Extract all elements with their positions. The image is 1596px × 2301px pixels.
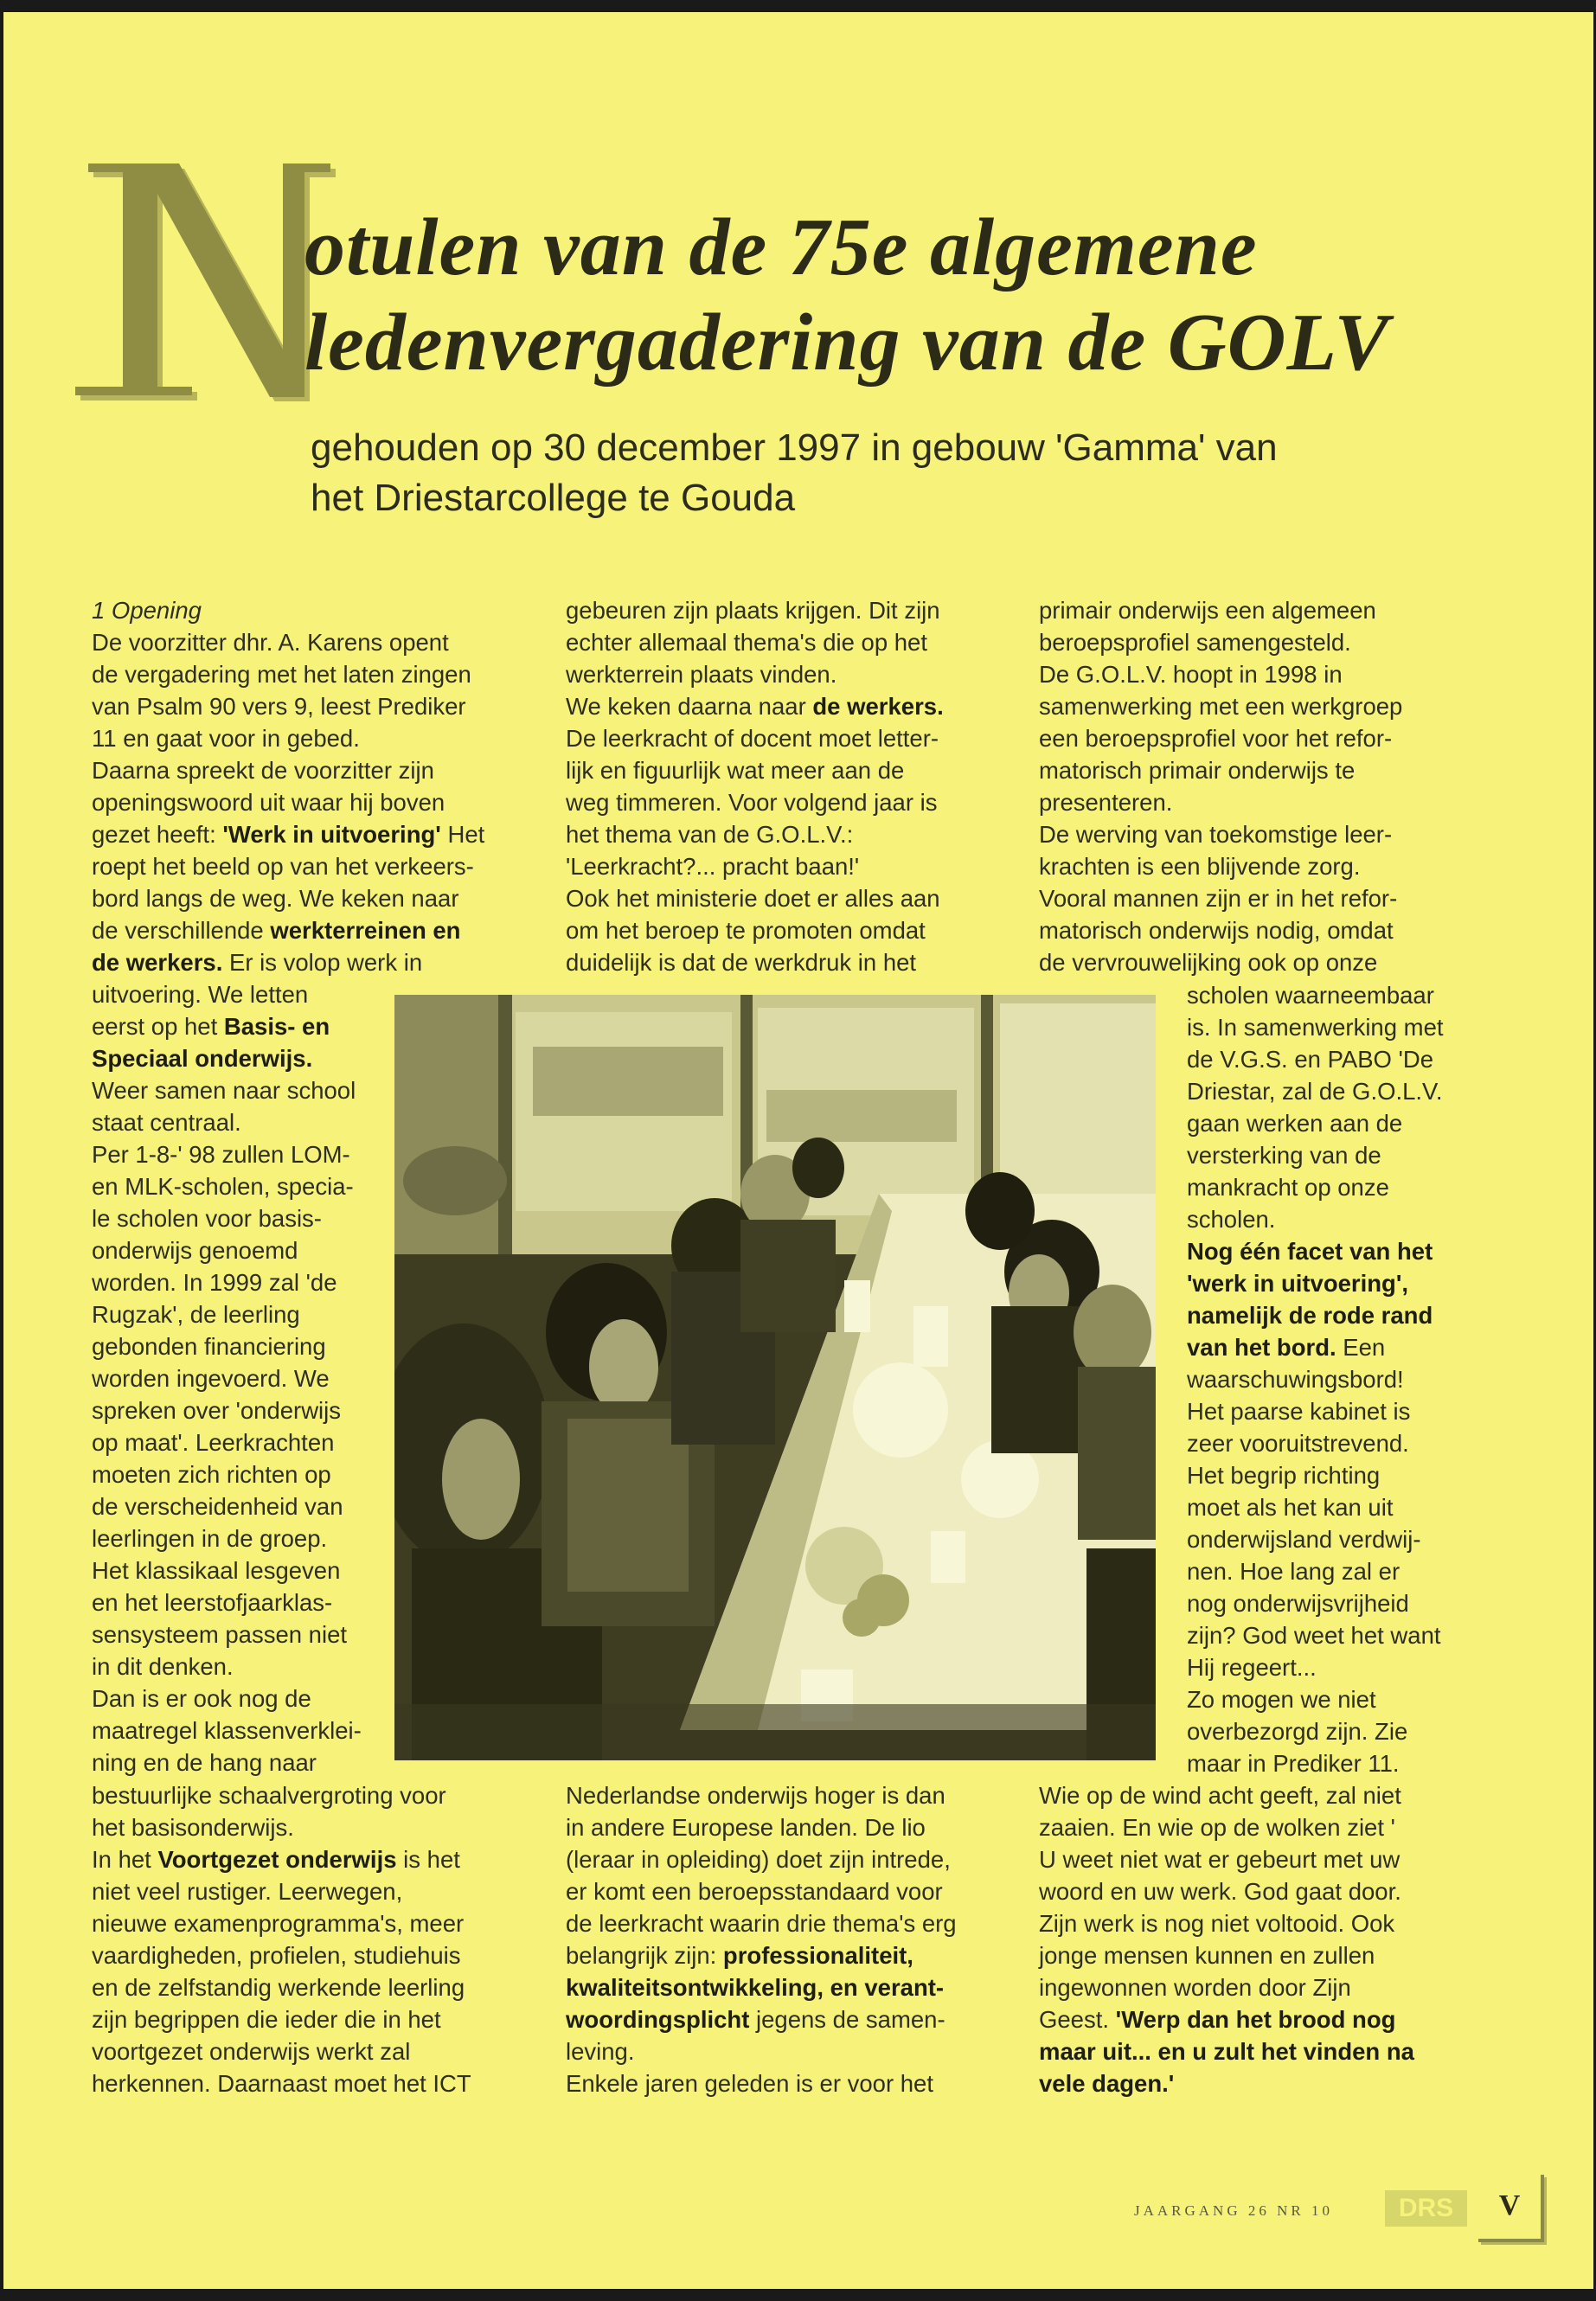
text-run: de verschillende xyxy=(92,917,271,944)
text-line: is. In samenwerking met xyxy=(1187,1014,1444,1041)
text-run: In het xyxy=(92,1846,158,1873)
text-line: worden ingevoerd. We xyxy=(92,1365,330,1392)
text-line: spreken over 'onderwijs xyxy=(92,1397,342,1424)
text-line: sensysteem passen niet xyxy=(92,1621,348,1648)
text-line: krachten is een blijvende zorg. xyxy=(1039,853,1361,880)
text-line: Daarna spreekt de voorzitter zijn xyxy=(92,757,434,784)
column-2-bottom xyxy=(566,1779,957,2099)
text-line: moet als het kan uit xyxy=(1187,1494,1394,1521)
text-run: Geest. xyxy=(1039,2006,1116,2033)
text-line: matorisch primair onderwijs te xyxy=(1039,757,1356,784)
text-line: zeer vooruitstrevend. xyxy=(1187,1430,1409,1457)
emphasis-vele-dagen: vele dagen.' xyxy=(1039,2070,1175,2097)
text-line: Hij regeert... xyxy=(1187,1654,1317,1681)
emphasis-werk-in-uitvoering-2: 'werk in uitvoering', xyxy=(1187,1270,1409,1297)
text-line: de vervrouwelijking ook op onze xyxy=(1039,949,1378,976)
page-footer xyxy=(1134,2182,1584,2242)
text-line: De G.O.L.V. hoopt in 1998 in xyxy=(1039,661,1343,688)
text-line: Zo mogen we niet xyxy=(1187,1686,1376,1713)
text-line: leerlingen in de groep. xyxy=(92,1525,328,1552)
text-line: primair onderwijs een algemeen xyxy=(1039,597,1376,624)
text-line: Dan is er ook nog de xyxy=(92,1685,311,1712)
text-line: de V.G.S. en PABO 'De xyxy=(1187,1046,1433,1073)
text-line: het thema van de G.O.L.V.: xyxy=(566,821,854,848)
text-line: Ook het ministerie doet er alles aan xyxy=(566,885,940,912)
text-line: een beroepsprofiel voor het refor- xyxy=(1039,725,1393,752)
emphasis-kwaliteitsontwikkeling: kwaliteitsontwikkeling, en verant- xyxy=(566,1974,945,2001)
column-1-bottom xyxy=(92,1779,471,2099)
subtitle-line-1: gehouden op 30 december 1997 in gebouw 'Gamma' van xyxy=(311,426,1278,469)
text-line xyxy=(92,1843,471,1875)
text-line: gebonden financiering xyxy=(92,1333,326,1360)
text-line: roept het beeld op van het verkeers- xyxy=(92,853,474,880)
column-2-top xyxy=(566,594,944,978)
text-line: bord langs de weg. We keken naar xyxy=(92,885,459,912)
text-line: van Psalm 90 vers 9, leest Prediker xyxy=(92,693,466,720)
text-line: en de zelfstandig werkende leerling xyxy=(92,1974,465,2001)
text-line: waarschuwingsbord! xyxy=(1187,1366,1404,1393)
emphasis-rode-rand: namelijk de rode rand xyxy=(1187,1302,1433,1329)
text-line: maatregel klassenverklei- xyxy=(92,1717,362,1744)
text-line: niet veel rustiger. Leerwegen, xyxy=(92,1878,403,1905)
text-line: U weet niet wat er gebeurt met uw xyxy=(1039,1846,1401,1873)
text-line: de leerkracht waarin drie thema's erg xyxy=(566,1910,957,1937)
text-line: Het klassikaal lesgeven xyxy=(92,1557,341,1584)
emphasis-speciaal-onderwijs: Speciaal onderwijs. xyxy=(92,1045,313,1072)
subtitle-line-2: het Driestarcollege te Gouda xyxy=(311,477,796,519)
text-line: nieuwe examenprogramma's, meer xyxy=(92,1910,465,1937)
text-line: samenwerking met een werkgroep xyxy=(1039,693,1403,720)
text-line: om het beroep te promoten omdat xyxy=(566,917,926,944)
text-line: Zijn werk is nog niet voltooid. Ook xyxy=(1039,1910,1395,1937)
text-line: het basisonderwijs. xyxy=(92,1814,294,1841)
text-line: uitvoering. We letten xyxy=(92,981,309,1008)
text-line: en het leerstofjaarklas- xyxy=(92,1589,333,1616)
column-3-top xyxy=(1039,594,1402,978)
text-line: en MLK-scholen, specia- xyxy=(92,1173,354,1200)
text-line: ning en de hang naar xyxy=(92,1749,317,1776)
text-line: echter allemaal thema's die op het xyxy=(566,629,927,656)
text-line: jonge mensen kunnen en zullen xyxy=(1039,1942,1375,1969)
text-line: 'Leerkracht?... pracht baan!' xyxy=(566,853,860,880)
text-line xyxy=(566,2003,957,2035)
text-line: De voorzitter dhr. A. Karens opent xyxy=(92,629,449,656)
text-line: lijk en figuurlijk wat meer aan de xyxy=(566,757,905,784)
text-line: worden. In 1999 zal 'de xyxy=(92,1269,337,1296)
text-line: De werving van toekomstige leer- xyxy=(1039,821,1393,848)
text-line: in dit denken. xyxy=(92,1653,234,1680)
emphasis-facet: Nog één facet van het xyxy=(1187,1238,1433,1265)
text-line: woord en uw werk. God gaat door. xyxy=(1039,1878,1401,1905)
emphasis-basis: Basis- en xyxy=(223,1013,330,1040)
emphasis-de-werkers: de werkers. xyxy=(812,693,944,720)
text-line: versterking van de xyxy=(1187,1142,1381,1169)
emphasis-woordingsplicht: woordingsplicht xyxy=(566,2006,750,2033)
subtitle xyxy=(311,423,1435,523)
text-line xyxy=(1187,1331,1444,1363)
text-line xyxy=(92,946,484,978)
text-line: moeten zich richten op xyxy=(92,1461,331,1488)
column-3-middle xyxy=(1187,979,1444,1779)
text-line xyxy=(566,690,944,722)
emphasis-professionaliteit: professionaliteit, xyxy=(722,1942,913,1969)
text-line: bestuurlijke schaalvergroting voor xyxy=(92,1782,446,1809)
text-line: herkennen. Daarnaast moet het ICT xyxy=(92,2070,471,2097)
emphasis-maar-uit: maar uit... en u zult het vinden na xyxy=(1039,2038,1414,2065)
text-line xyxy=(92,914,484,946)
text-line: Enkele jaren geleden is er voor het xyxy=(566,2070,933,2097)
text-run: Er is volop werk in xyxy=(222,949,423,976)
emphasis-van-het-bord: van het bord. xyxy=(1187,1334,1336,1361)
text-line: werkterrein plaats vinden. xyxy=(566,661,837,688)
text-line: er komt een beroepsstandaard voor xyxy=(566,1878,943,1905)
text-line: scholen. xyxy=(1187,1206,1276,1233)
text-run: We keken daarna naar xyxy=(566,693,813,720)
text-line: presenteren. xyxy=(1039,789,1173,816)
text-line: gebeuren zijn plaats krijgen. Dit zijn xyxy=(566,597,940,624)
emphasis-werp-dan: 'Werp dan het brood nog xyxy=(1115,2006,1396,2033)
text-line xyxy=(566,1939,957,1971)
text-line: gaan werken aan de xyxy=(1187,1110,1403,1137)
text-line xyxy=(1039,2003,1414,2035)
text-run: gezet heeft: xyxy=(92,821,223,848)
title-line-1: otulen van de 75e algemene xyxy=(304,202,1258,292)
text-line: zijn begrippen die ieder die in het xyxy=(92,2006,441,2033)
text-line: de vergadering met het laten zingen xyxy=(92,661,471,688)
text-line: zaaien. En wie op de wolken ziet ' xyxy=(1039,1814,1395,1841)
text-line: 11 en gaat voor in gebed. xyxy=(92,725,360,752)
text-line: mankracht op onze xyxy=(1187,1174,1389,1201)
text-line: vaardigheden, profielen, studiehuis xyxy=(92,1942,461,1969)
text-line: leving. xyxy=(566,2038,635,2065)
emphasis-werk-in-uitvoering: 'Werk in uitvoering' xyxy=(222,821,441,848)
magazine-logo: DRS xyxy=(1385,2190,1467,2227)
text-line: op maat'. Leerkrachten xyxy=(92,1429,335,1456)
text-line: Driestar, zal de G.O.L.V. xyxy=(1187,1078,1443,1105)
text-line: openingswoord uit waar hij boven xyxy=(92,789,445,816)
text-line: in andere Europese landen. De lio xyxy=(566,1814,926,1841)
text-line: de verscheidenheid van xyxy=(92,1493,343,1520)
text-line: Per 1-8-' 98 zullen LOM- xyxy=(92,1141,350,1168)
text-run: eerst op het xyxy=(92,1013,224,1040)
text-line: scholen waarneembaar xyxy=(1187,982,1434,1009)
text-line: Het paarse kabinet is xyxy=(1187,1398,1411,1425)
text-line: Wie op de wind acht geeft, zal niet xyxy=(1039,1782,1401,1809)
text-line: Het begrip richting xyxy=(1187,1462,1381,1489)
text-line: maar in Prediker 11. xyxy=(1187,1750,1400,1777)
text-line xyxy=(92,818,484,850)
text-line: Weer samen naar school xyxy=(92,1077,356,1104)
text-line: beroepsprofiel samengesteld. xyxy=(1039,629,1351,656)
text-line: le scholen voor basis- xyxy=(92,1205,322,1232)
text-run: Het xyxy=(440,821,485,848)
text-line: Vooral mannen zijn er in het refor- xyxy=(1039,885,1398,912)
text-line: ingewonnen worden door Zijn xyxy=(1039,1974,1351,2001)
emphasis-de-werkers: de werkers. xyxy=(92,949,223,976)
text-line: overbezorgd zijn. Zie xyxy=(1187,1718,1408,1745)
text-run: is het xyxy=(396,1846,460,1873)
text-line: onderwijsland verdwij- xyxy=(1187,1526,1421,1553)
text-line: duidelijk is dat de werkdruk in het xyxy=(566,949,917,976)
magazine-page xyxy=(3,12,1593,2289)
text-line: (leraar in opleiding) doet zijn intrede, xyxy=(566,1846,951,1873)
text-line: nog onderwijsvrijheid xyxy=(1187,1590,1409,1617)
text-line: nen. Hoe lang zal er xyxy=(1187,1558,1401,1585)
text-line: De leerkracht of docent moet letter- xyxy=(566,725,939,752)
page-number: V xyxy=(1478,2175,1544,2242)
text-line: zijn? God weet het want xyxy=(1187,1622,1441,1649)
text-line: onderwijs genoemd xyxy=(92,1237,298,1264)
emphasis-voortgezet-onderwijs: Voortgezet onderwijs xyxy=(157,1846,397,1873)
issue-info: JAARGANG 26 NR 10 xyxy=(1134,2202,1333,2219)
section-heading-opening: 1 Opening xyxy=(92,597,202,624)
meeting-photo xyxy=(394,995,1156,1760)
text-line: matorisch onderwijs nodig, omdat xyxy=(1039,917,1394,944)
text-line: Nederlandse onderwijs hoger is dan xyxy=(566,1782,945,1809)
emphasis-werkterreinen: werkterreinen en xyxy=(270,917,461,944)
text-line: weg timmeren. Voor volgend jaar is xyxy=(566,789,938,816)
title-line-2: ledenvergadering van de GOLV xyxy=(304,298,1390,388)
text-line: voortgezet onderwijs werkt zal xyxy=(92,2038,411,2065)
text-run: belangrijk zijn: xyxy=(566,1942,723,1969)
text-line: Rugzak', de leerling xyxy=(92,1301,300,1328)
text-run: Een xyxy=(1336,1334,1386,1361)
column-3-bottom xyxy=(1039,1779,1414,2099)
text-run: jegens de samen- xyxy=(749,2006,945,2033)
text-line: staat centraal. xyxy=(92,1109,241,1136)
